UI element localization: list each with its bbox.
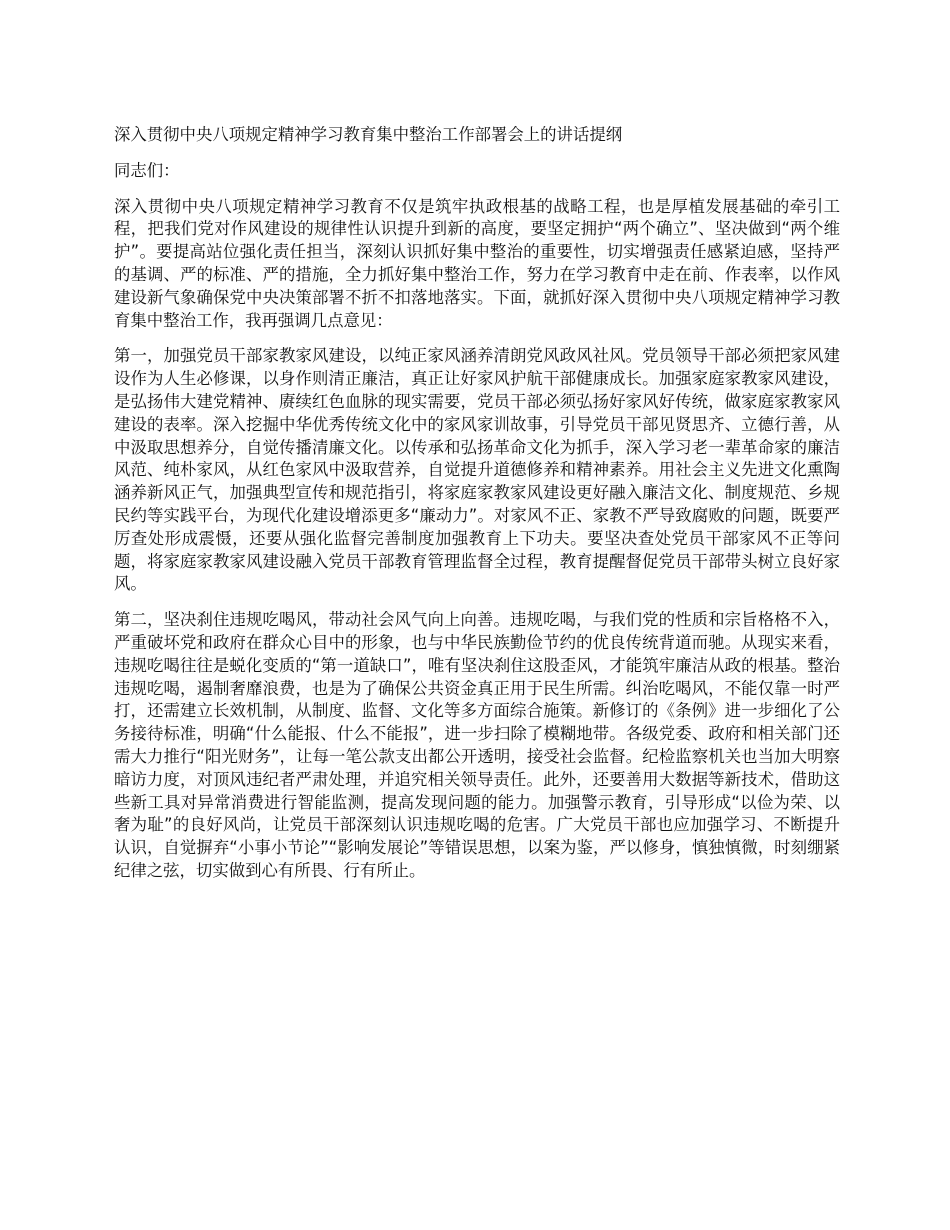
paragraph-intro: 深入贯彻中央八项规定精神学习教育不仅是筑牢执政根基的战略工程，也是厚植发展基础的牵引工程，把我们党对作风建设的规律性认识提升到新的高度，要坚定拥护“两个确立”、坚决做到“两个维护”。要提高站位强化责任担当，深刻认识抓好集中整治的重要性，切实增强责任感紧迫感，坚持严的基调、严的标准、严的措施，全力抓好集中整治工作，努力在学习教育中走在前、作表率，以作风建设新气象确保党中央决策部署不折不扣落地落实。下面，就抓好深入贯彻中央八项规定精神学习教育集中整治工作，我再强调几点意见：: [114, 196, 840, 330]
paragraph-point-one: 第一，加强党员干部家教家风建设，以纯正家风涵养清朗党风政风社风。党员领导干部必须把家风建设作为人生必修课，以身作则清正廉洁，真正让好家风护航干部健康成长。加强家庭家教家风建设，是弘扬伟大建党精神、赓续红色血脉的现实需要，党员干部必须弘扬好家风好传统，做家庭家教家风建设的表率。深入挖掘中华优秀传统文化中的家风家训故事，引导党员干部见贤思齐、立德行善，从中汲取思想养分，自觉传播清廉文化。以传承和弘扬革命文化为抓手，深入学习老一辈革命家的廉洁风范、纯朴家风，从红色家风中汲取营养，自觉提升道德修养和精神素养。用社会主义先进文化熏陶涵养新风正气，加强典型宣传和规范指引，将家庭家教家风建设更好融入廉洁文化、制度规范、乡规民约等实践平台，为现代化建设增添更多“廉动力”。对家风不正、家教不严导致腐败的问题，既要严厉查处形成震慑，还要从强化监督完善制度加强教育上下功夫。要坚决查处党员干部家风不正等问题，将家庭家教家风建设融入党员干部教育管理监督全过程，教育提醒督促党员干部带头树立良好家风。: [114, 346, 840, 594]
document-page: [114, 124, 840, 896]
salutation: 同志们：: [114, 160, 180, 180]
paragraph-point-two: 第二，坚决刹住违规吃喝风，带动社会风气向上向善。违规吃喝，与我们党的性质和宗旨格格不入，严重破坏党和政府在群众心目中的形象，也与中华民族勤俭节约的优良传统背道而驰。从现实来看，违规吃喝往往是蜕化变质的“第一道缺口”，唯有坚决刹住这股歪风，才能筑牢廉洁从政的根基。整治违规吃喝，遏制奢靡浪费，也是为了确保公共资金真正用于民生所需。纠治吃喝风，不能仅靠一时严打，还需建立长效机制，从制度、监督、文化等多方面综合施策。新修订的《条例》进一步细化了公务接待标准，明确“什么能报、什么不能报”，进一步扫除了模糊地带。各级党委、政府和相关部门还需大力推行“阳光财务”，让每一笔公款支出都公开透明，接受社会监督。纪检监察机关也当加大明察暗访力度，对顶风违纪者严肃处理，并追究相关领导责任。此外，还要善用大数据等新技术，借助这些新工具对异常消费进行智能监测，提高发现问题的能力。加强警示教育，引导形成“以俭为荣、以奢为耻”的良好风尚，让党员干部深刻认识违规吃喝的危害。广大党员干部也应加强学习、不断提升认识，自觉摒弃“小事小节论”“影响发展论”等错误思想，以案为鉴，严以修身，慎独慎微，时刻绷紧纪律之弦，切实做到心有所畏、行有所止。: [114, 610, 840, 880]
document-title: 深入贯彻中央八项规定精神学习教育集中整治工作部署会上的讲话提纲: [114, 125, 623, 144]
